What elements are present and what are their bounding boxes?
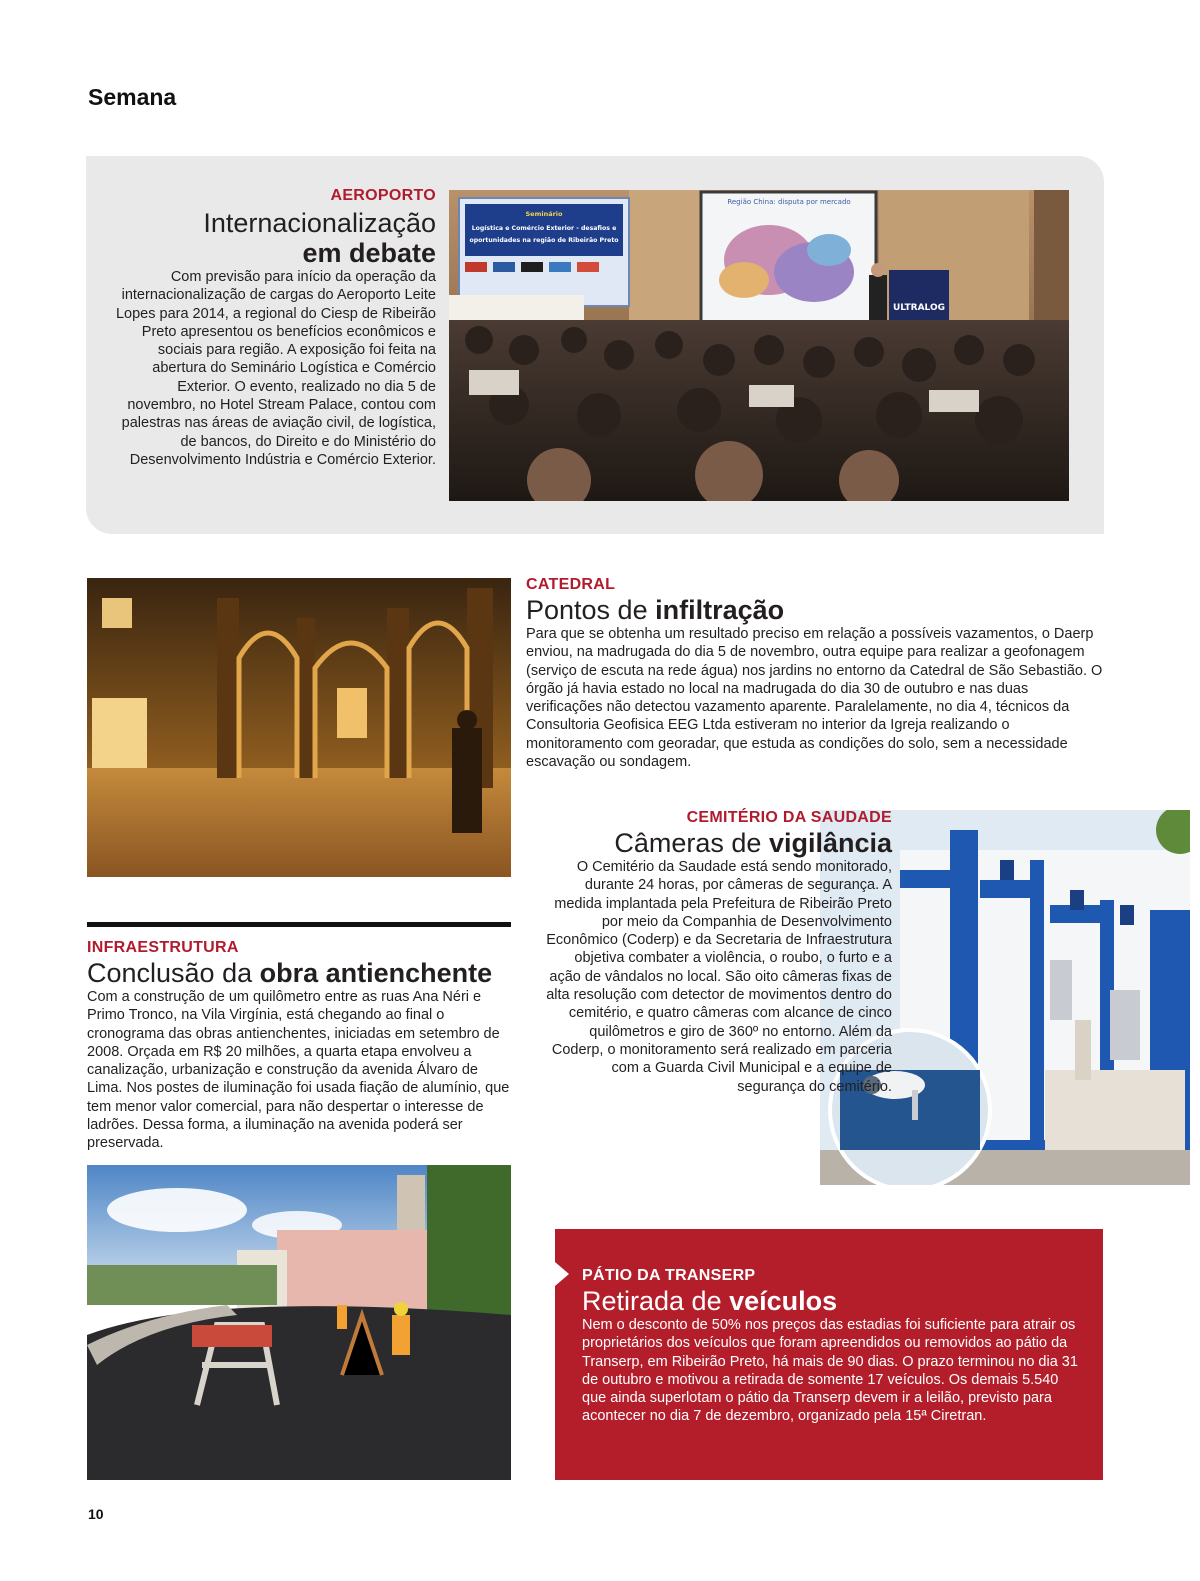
seminar-banner-line3: oportunidades na região de Ribeirão Preto — [469, 237, 619, 244]
infraestrutura-headline-bold: obra antienchente — [259, 958, 493, 988]
catedral-article — [526, 575, 1106, 771]
transerp-headline-bold: veículos — [729, 1286, 838, 1316]
cemiterio-article — [540, 808, 892, 1096]
transerp-article — [582, 1266, 1082, 1426]
cemiterio-body: O Cemitério da Saudade está sendo monitorado, durante 24 horas, por câmeras de segurança. A medida implantada pela Prefeitura de Ribeirão Preto por meio da Companhia de Desenvolvimento Econômico (Coderp) e da Secretaria de Infraestrutura objetiva combater a violência, o roubo, o furto e a ação de vândalos no local. São oito câmeras fixas de alta resolução com detector de movimentos dentro do cemitério, e quatro câmeras com alcance de cinco quilômetros e giro de 360º no entorno. Além da Coderp, o monitoramento será realizado em parceria com a Guarda Civil Municipal e a equipe de segurança do cemitério. — [546, 859, 892, 1095]
road-works-photo — [87, 1165, 511, 1480]
aeroporto-headline-light: Internacionalização — [203, 208, 436, 238]
infraestrutura-headline — [87, 958, 513, 988]
infraestrutura-rule — [87, 922, 511, 927]
aeroporto-body: Com previsão para início da operação da internacionalização de cargas do Aeroporto Leite Lopes para 2014, a regional do Ciesp de Ribeirão Preto apresentou os benefícios econômicos e sociais para região. A exposição foi feita na abertura do Seminário Logística e Comércio Exterior. O evento, realizado no dia 5 de novembro, no Hotel Stream Palace, contou com palestras nas áreas de aviação civil, de logística, de bancos, do Direito e do Ministério do Desenvolvimento Indústria e Comércio Exterior. — [115, 269, 436, 468]
infraestrutura-article — [87, 938, 513, 1153]
transerp-headline — [582, 1286, 1082, 1316]
catedral-headline — [526, 595, 1106, 625]
aeroporto-headline — [110, 208, 436, 268]
infraestrutura-kicker: INFRAESTRUTURA — [87, 939, 239, 956]
aeroporto-headline-bold: em debate — [302, 238, 436, 268]
infraestrutura-body: Com a construção de um quilômetro entre as ruas Ana Néri e Primo Tronco, na Vila Virgínia, está chegando ao final o cronograma das obras antienchentes, iniciadas em setembro de 2008. Orçada em R$ 20 milhões, a quarta etapa envolveu a canalização, urbanização e construção da avenida Álvaro de Lima. Nos postes de iluminação foi usada fiação de alumínio, que tem menor valor comercial, para não despertar o interesse de ladrões. Dessa forma, a iluminação na avenida poderá ser preservada. — [87, 989, 510, 1152]
cemiterio-headline-light: Câmeras de — [614, 828, 762, 858]
seminar-podium-text: ULTRALOG — [892, 303, 946, 313]
seminar-screen-title: Região China: disputa por mercado — [727, 198, 851, 206]
transerp-headline-light: Retirada de — [582, 1286, 722, 1316]
transerp-kicker: PÁTIO DA TRANSERP — [582, 1267, 756, 1284]
page-number: 10 — [88, 1506, 104, 1522]
catedral-headline-bold: infiltração — [655, 595, 785, 625]
transerp-notch — [555, 1262, 569, 1286]
cathedral-photo — [87, 578, 511, 877]
catedral-headline-light: Pontos de — [526, 595, 648, 625]
aeroporto-article — [110, 186, 436, 469]
cemiterio-headline-bold: vigilância — [768, 828, 892, 858]
catedral-body: Para que se obtenha um resultado preciso em relação a possíveis vazamentos, o Daerp enviou, na madrugada do dia 5 de novembro, outra equipe para realizar a geofonagem (serviço de escuta na rede água) nos jardins no entorno da Catedral de São Sebastião. O órgão já havia estado no local na madrugada do dia 30 de outubro e nas duas verificações não detectou vazamento aparente. Paralelamente, no dia 4, técnicos da Consultoria Geofisica EEG Ltda estiveram no interior da Igreja realizando o monitoramento com georadar, que estuda as condições do solo, sem a necessidade escavação ou sondagem. — [526, 626, 1103, 771]
transerp-body: Nem o desconto de 50% nos preços das estadias foi suficiente para atrair os proprietários dos veículos que foram apreendidos ou removidos ao pátio da Transerp, em Ribeirão Preto, há mais de 90 dias. O prazo terminou no dia 31 de outubro e motivou a retirada de somente 17 veículos. Os demais 5.540 que ainda superlotam o pátio da Transerp devem ir a leilão, previsto para acontecer no dia 7 de dezembro, organizado pela 15ª Ciretran. — [582, 1317, 1078, 1425]
seminar-banner-line1: Seminário — [525, 210, 563, 218]
cemiterio-headline — [540, 828, 892, 858]
section-label: Semana — [88, 84, 177, 110]
seminar-photo — [449, 190, 1069, 501]
aeroporto-kicker: AEROPORTO — [330, 187, 436, 204]
catedral-kicker: CATEDRAL — [526, 576, 616, 593]
infraestrutura-headline-light: Conclusão da — [87, 958, 253, 988]
seminar-banner-line2: Logística e Comércio Exterior - desafios e — [471, 225, 617, 232]
cemiterio-kicker: CEMITÉRIO DA SAUDADE — [686, 809, 892, 826]
